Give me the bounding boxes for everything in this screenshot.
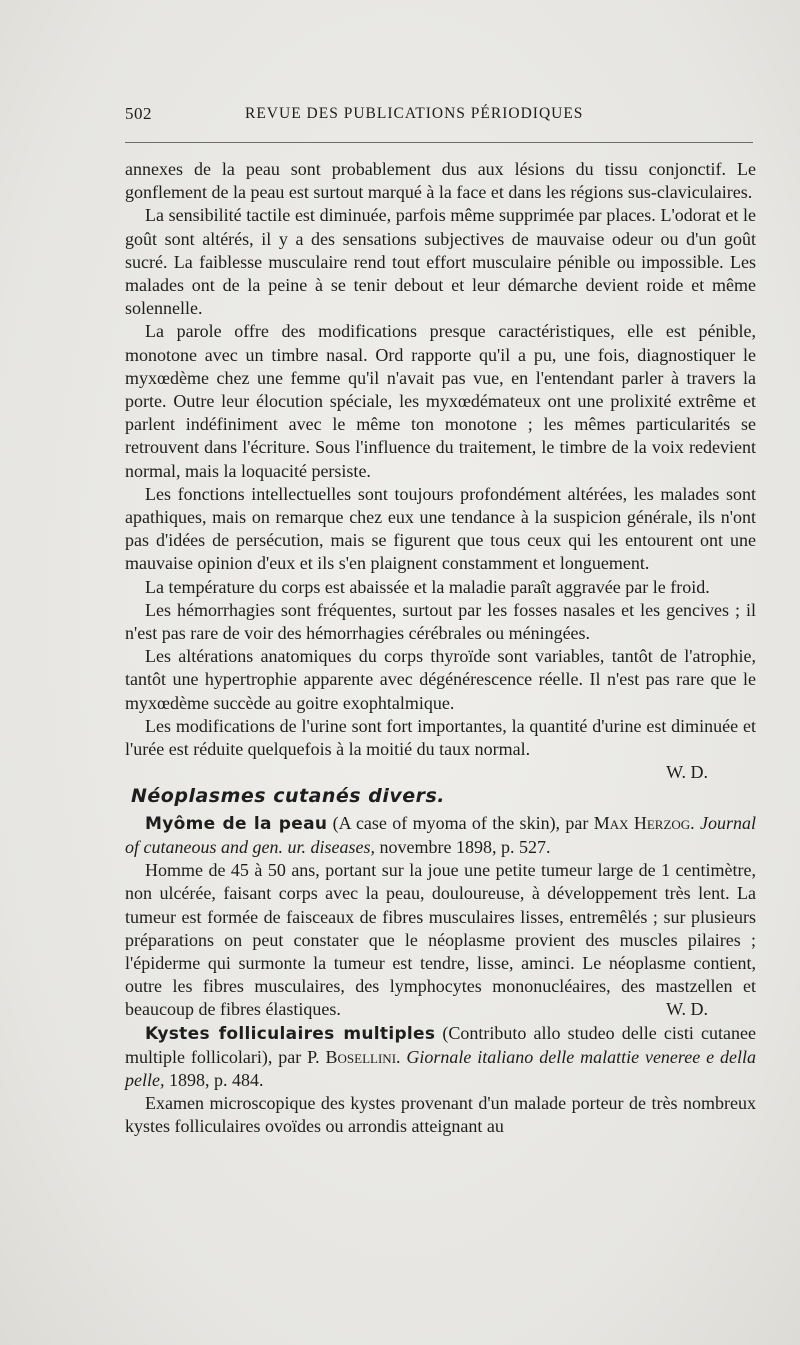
paragraph: Les altérations anatomiques du corps thyroïde sont variables, tantôt de l'atrophie, tantôt une hypertrophie apparente avec dégénérescence réelle. Il n'est pas rare que le myxœdème succède au goitre exophtalmique. [125, 646, 756, 713]
paragraph [125, 859, 756, 1021]
page-body [125, 158, 756, 1139]
article-title: Myôme de la peau [145, 813, 328, 834]
reference-date: novembre 1898, p. 527. [374, 836, 551, 857]
running-title: REVUE DES PUBLICATIONS PÉRIODIQUES [245, 105, 584, 122]
header-rule [125, 142, 753, 143]
paragraph: Les hémorrhagies sont fréquentes, surtout par les fosses nasales et les gencives ; il n'est pas rare de voir des hémorrhagies cérébrales ou méningées. [125, 599, 756, 644]
article-title: Kystes folliculaires multiples [145, 1023, 436, 1044]
page-header [125, 104, 755, 130]
reference-text: (A case of myoma of the skin), par [327, 812, 594, 833]
paragraph: Les fonctions intellectuelles sont toujours profondément altérées, les malades sont apathiques, mais on remarque chez eux une tendance à la suspicion générale, ils n'ont pas d'idées de persécution, mais se figurent que tous ceux qui les entourent ont une mauvaise opinion d'eux et ils s'en plaignent constamment et longuement. [125, 483, 756, 574]
paragraph: La température du corps est abaissée et la maladie paraît aggravée par le froid. [145, 576, 710, 597]
page-number: 502 [125, 104, 152, 123]
signature: W. D. [666, 762, 708, 783]
paragraph: Les modifications de l'urine sont fort importantes, la quantité d'urine est diminuée et l'urée est réduite quelquefois à la moitié du taux normal. [125, 715, 756, 760]
paragraph: La parole offre des modifications presque caractéristiques, elle est pénible, monotone avec un timbre nasal. Ord rapporte qu'il a pu, une fois, diagnostiquer le myxœdème chez une femme qu'il n'avait pas vue, en l'entendant parler à travers la porte. Outre leur élocution spéciale, les myxœdémateux ont une prolixité extrême et parlent indéfiniment avec le même ton monotone ; les mêmes particularités se retrouvent dans l'écriture. Sous l'influence du traitement, le timbre de la voix redevient normal, mais la loquacité persiste. [125, 321, 756, 481]
paragraph: La sensibilité tactile est diminuée, parfois même supprimée par places. L'odorat et le goût sont altérés, il y a des sensations subjectives de mauvaise odeur ou d'un goût sucré. La faiblesse musculaire rend tout effort musculaire pénible ou impossible. Les malades ont de la peine à se tenir debout et leur démarche devient roide et même solennelle. [125, 205, 756, 319]
reference-text: (Contributo allo studeo delle cisti cutanee multiple follicolari), par P. [125, 1022, 756, 1067]
article-reference [125, 1022, 756, 1093]
article-reference [125, 812, 756, 859]
section-title: Néoplasmes cutanés divers. [131, 785, 446, 808]
journal-name: Journal of cutaneous and gen. ur. diseases, [125, 812, 757, 857]
journal-name: Giornale italiano delle malattie veneree e della pelle, [125, 1046, 756, 1090]
article-body: Homme de 45 à 50 ans, portant sur la joue une petite tumeur large de 1 centimètre, non ulcérée, faisant corps avec la peau, douloureuse, à développement très lent. La tumeur est formée de faisceaux de fibres musculaires lisses, entremêlés ; sur plusieurs préparations on peut constater que le néoplasme provient des muscles pilaires ; l'épiderme qui surmonte la tumeur est tendre, lisse, aminci. Le néoplasme contient, outre les fibres musculaires, des lymphocytes mononucléaires, des mastzellen et beaucoup de fibres élastiques. [125, 860, 756, 1020]
signature: W. D. [666, 999, 708, 1020]
paragraph: Examen microscopique des kystes provenant d'un malade porteur de très nombreux kystes folliculaires ovoïdes ou arrondis atteignant au [125, 1093, 756, 1137]
reference-date: 1898, p. 484. [164, 1069, 264, 1090]
author-name: Bosellini. [325, 1046, 401, 1067]
paragraph: annexes de la peau sont probablement dus aux lésions du tissu conjonctif. Le gonflement de la peau est surtout marqué à la face et dans les régions sus-claviculaires. [125, 159, 756, 203]
author-name: Max Herzog. [593, 812, 695, 833]
